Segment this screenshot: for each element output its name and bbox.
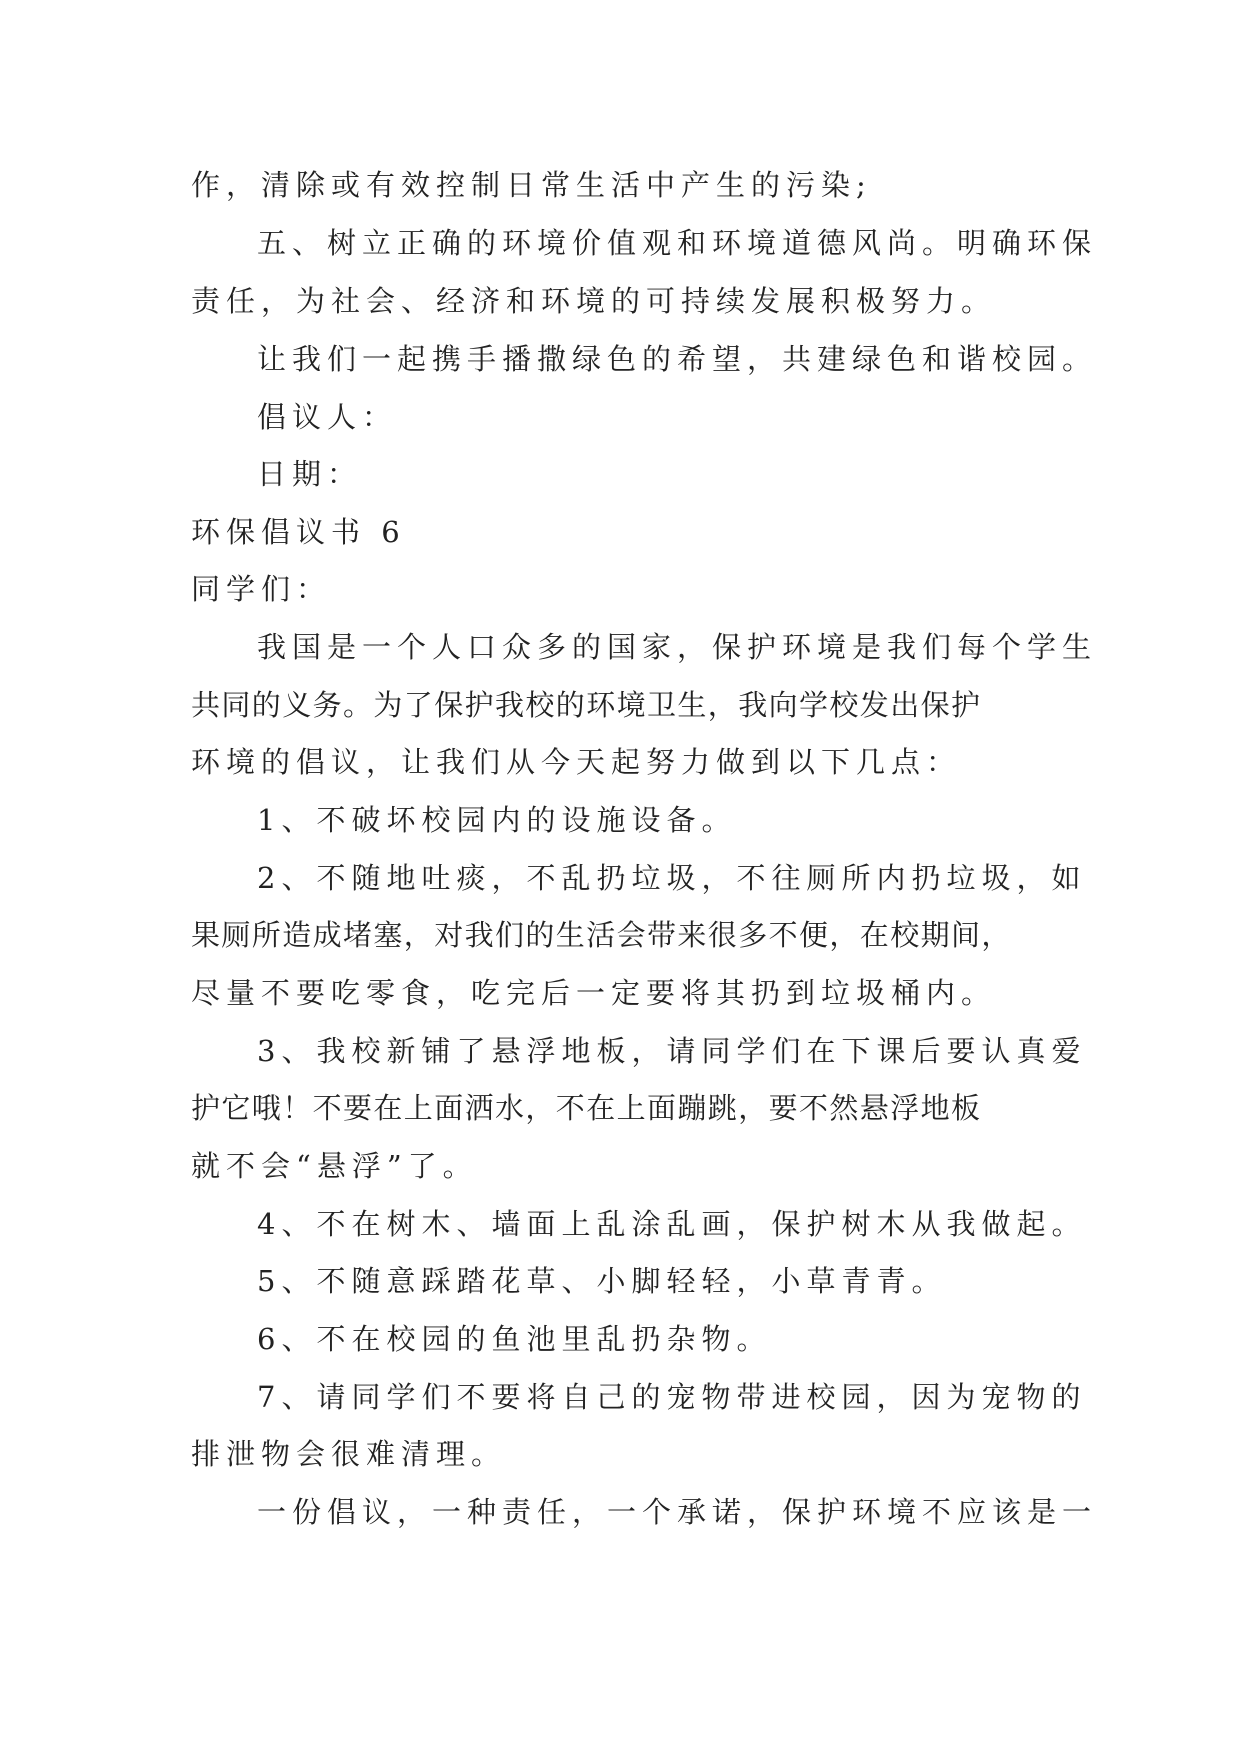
text-line: 一份倡议，一种责任，一个承诺，保护环境不应该是一 [257,1495,1098,1529]
signer-label: 倡议人： [257,400,398,434]
text-line: 责任，为社会、经济和环境的可持续发展积极努力。 [191,284,997,318]
text-line: 尽量不要吃零食，吃完后一定要将其扔到垃圾桶内。 [191,976,997,1010]
text-line: 就不会“悬浮”了。 [191,1149,478,1183]
list-item: 3、我校新铺了悬浮地板，请同学们在下课后要认真爱 [257,1034,1087,1068]
text-line: 果厕所造成堵塞，对我们的生活会带来很多不便，在校期间， [191,918,1012,952]
text-line: 共同的义务。为了保护我校的环境卫生，我向学校发出保护 [191,688,982,722]
list-item: 6、不在校园的鱼池里乱扔杂物。 [257,1322,772,1356]
text-line: 作，清除或有效控制日常生活中产生的污染; [191,168,872,202]
text-line: 我国是一个人口众多的国家，保护环境是我们每个学生 [257,630,1098,664]
text-line: 护它哦！不要在上面洒水，不在上面蹦跳，要不然悬浮地板 [191,1091,982,1125]
text-line: 环境的倡议，让我们从今天起努力做到以下几点： [191,745,962,779]
list-item: 5、不随意踩踏花草、小脚轻轻，小草青青。 [257,1264,947,1298]
list-item: 1、不破坏校园内的设施设备。 [257,803,737,837]
text-line: 五、树立正确的环境价值观和环境道德风尚。明确环保 [257,226,1098,260]
list-item: 4、不在树木、墙面上乱涂乱画，保护树木从我做起。 [257,1207,1087,1241]
text-line: 让我们一起携手播撒绿色的希望，共建绿色和谐校园。 [257,342,1098,376]
list-item: 2、不随地吐痰，不乱扔垃圾，不往厕所内扔垃圾，如 [257,861,1087,895]
text-line: 排泄物会很难清理。 [191,1437,507,1471]
list-item: 7、请同学们不要将自己的宠物带进校园，因为宠物的 [257,1380,1087,1414]
salutation: 同学们： [191,572,332,606]
date-label: 日期： [257,457,363,491]
section-title: 环保倡议书 6 [191,515,406,549]
